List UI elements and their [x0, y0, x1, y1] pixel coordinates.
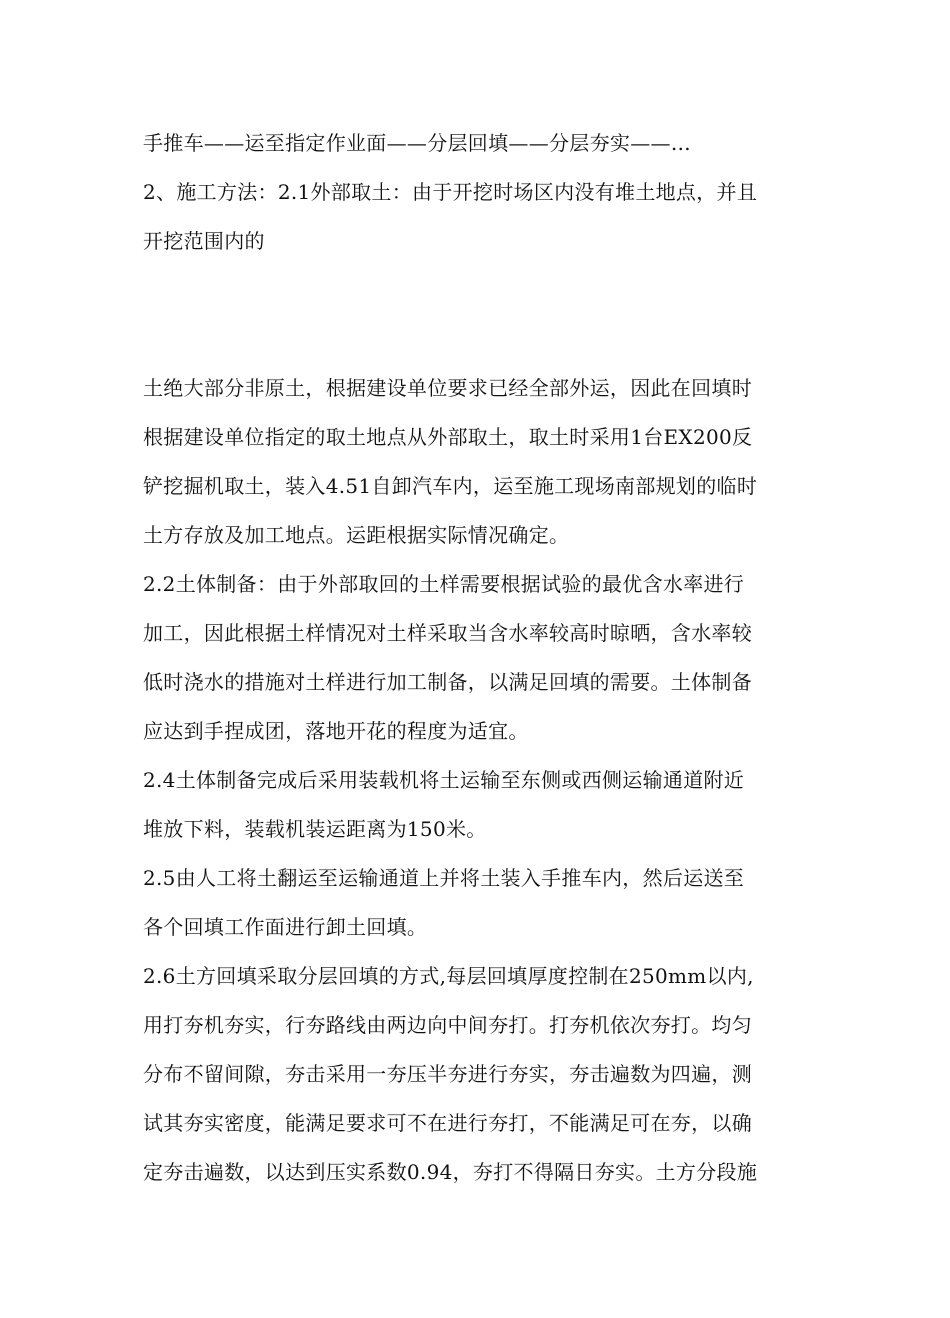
- text-line-3: 开挖范围内的: [143, 229, 265, 253]
- text-line-11: 应达到手捏成团，落地开花的程度为适宜。: [143, 719, 529, 743]
- text-line-5: 根据建设单位指定的取土地点从外部取土，取土时采用1台EX200反: [143, 425, 753, 449]
- text-line-4: 土绝大部分非原土，根据建设单位要求已经全部外运，因此在回填时: [143, 376, 752, 400]
- text-line-8: 2.2土体制备：由于外部取回的土样需要根据试验的最优含水率进行: [143, 572, 745, 596]
- text-line-2: 2、施工方法：2.1外部取土：由于开挖时场区内没有堆土地点，并且: [143, 180, 758, 204]
- text-line-15: 各个回填工作面进行卸土回填。: [143, 915, 428, 939]
- text-line-16: 2.6土方回填采取分层回填的方式,每层回填厚度控制在250mm以内,: [143, 964, 754, 988]
- text-line-7: 土方存放及加工地点。运距根据实际情况确定。: [143, 523, 570, 547]
- text-line-10: 低时浇水的措施对土样进行加工制备，以满足回填的需要。土体制备: [143, 670, 752, 694]
- text-line-1: 手推车——运至指定作业面——分层回填——分层夯实——…: [143, 131, 692, 155]
- text-line-20: 定夯击遍数，以达到压实系数0.94，夯打不得隔日夯实。土方分段施: [143, 1160, 758, 1184]
- text-line-9: 加工，因此根据土样情况对土样采取当含水率较高时晾晒，含水率较: [143, 621, 752, 645]
- text-line-17: 用打夯机夯实，行夯路线由两边向中间夯打。打夯机依次夯打。均匀: [143, 1013, 752, 1037]
- text-line-6: 铲挖掘机取土，装入4.51自卸汽车内，运至施工现场南部规划的临时: [143, 474, 758, 498]
- text-line-12: 2.4土体制备完成后采用装载机将土运输至东侧或西侧运输通道附近: [143, 768, 745, 792]
- text-line-13: 堆放下料，装载机装运距离为150米。: [143, 817, 487, 841]
- text-line-18: 分布不留间隙，夯击采用一夯压半夯进行夯实，夯击遍数为四遍，测: [143, 1062, 752, 1086]
- text-line-14: 2.5由人工将土翻运至运输通道上并将土装入手推车内，然后运送至: [143, 866, 745, 890]
- text-line-19: 试其夯实密度，能满足要求可不在进行夯打，不能满足可在夯，以确: [143, 1111, 752, 1135]
